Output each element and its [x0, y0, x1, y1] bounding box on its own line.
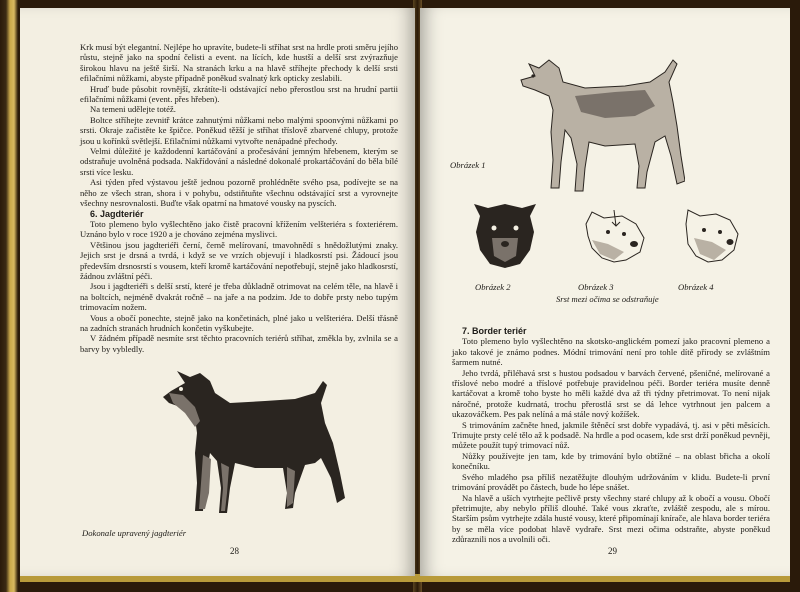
paragraph: Jeho tvrdá, přiléhavá srst s hustou podsadou v barvách červené, pšeničné, melírované a tříslové nebo modré a tříslové potřebuje pravidelnou péči. Border teriéra musíte denně kartáčovat a kromě toho byste ho měli každé dva až tři týdny přetrimovat. To není nijak náročné, protože kudrnatá, trochu přerostlá srst se dá lehce vytrhnout jen palcem a ukazováčkem. Pes pak nelíná a má stále nový kožíšek.: [452, 367, 770, 420]
figure-caption: Dokonale upravený jagdteriér: [82, 528, 187, 538]
figure-subcaption: Srst mezi očima se odstraňuje: [556, 294, 659, 304]
paragraph: Na temeni udělejte totéž.: [90, 104, 176, 115]
paragraph: Většinou jsou jagdteriéři černí, černě melírovaní, tmavohnědí s hnědožlutými znaky. Jejich srst je drsná a tvrdá, i když se ve vrzích objevují i hladkosrstí psi. Žádoucí jsou především drsnosrstí s vousem, kteří kromě kartáčování nepotřebují, stejně jako hladkosrstí, žádnou zvláštní péči.: [80, 239, 398, 281]
paragraph: Hruď bude působit rovnější, zkrátíte-li odstávající nebo přerostlou srst na hrudní partii efilačními nůžkami (event. přes hřeben).: [80, 83, 398, 105]
paragraph: S trimováním začněte hned, jakmile štěněcí srst dobře vypadává, tj. asi v pěti měsících. Trimujte prsty celé tělo až k podsadě. Na hrdle a pod ocasem, kde srst drží poněkud pevněji, můžete použít tupý trimovací nůž.: [452, 419, 770, 451]
paragraph: Svého mladého psa příliš nezatěžujte dlouhým udržováním v klidu. Budete-li první trimování provádět po částech, bude ho lépe snášet.: [452, 471, 770, 493]
figure-caption-4: Obrázek 4: [678, 282, 714, 292]
figure-caption-2: Obrázek 2: [475, 282, 511, 292]
border-terrier-illustration: [515, 46, 685, 196]
paragraph: Asi týden před výstavou ještě jednou pozorně prohlédněte svého psa, podívejte se na něho ze všech stran, shora i v pohybu, odstiňtuňte všechnu odstávající srst a vyrovnejte všechny nesrovnalosti. Buďte však opatrní na hmatové vousky na pyscích.: [80, 177, 398, 209]
paragraph: Velmi důležité je každodenní kartáčování a pročesávání jemným hřebenem, kterým se odstraňuje uvolněná podsada. Nakřídování a následné dokonalé prokartáčování do běla bílé srsti více lesku.: [80, 146, 398, 177]
right-text: [452, 326, 770, 545]
paragraph: Toto plemeno bylo vyšlechtěno na skotsko-anglickém pomezí jako pracovní plemeno a jako takové je známo podnes. Módní trimování není pro tohle dítě přírody se zvláštním šarmem nutné.: [452, 336, 770, 368]
paragraph: Na hlavě a uších vytrhejte pečlivě prsty všechny staré chlupy až k obočí a vousu. Obočí přetrimujte, aby nebylo příliš dlouhé. Také vous zkraťte, zvláště zespodu, ale s mírou. Starším psům vytrhejte zdála husté vousy, které připomínají knírače, ale hlava border teriéra by se měla více podobat hlavě vydraře. Srst mezi očima odstraňte, abyste poněkud zdůraznili nos a uvolnili oči.: [452, 492, 770, 545]
right-page: [420, 8, 790, 576]
page-number: 29: [608, 546, 617, 556]
left-page: [20, 8, 415, 576]
figure-caption-3: Obrázek 3: [578, 282, 614, 292]
figure-caption-1: Obrázek 1: [450, 160, 486, 170]
terrier-head-trim-illustration: [578, 204, 650, 268]
paragraph: Jsou i jagdteriéři s delší srstí, které je třeba důkladně otrimovat na celém těle, na hlavě i na boltcích, nejméně dvakrát ročně – na jaře a na podzim. Jde to dobře prsty nebo tupým trimovacím nožem.: [80, 281, 398, 313]
paragraph: Vous a obočí ponechte, stejně jako na končetinách, plné jako u velšteriéra. Delší třásně na zadních stranách hrudních končetin vyškubejte.: [80, 312, 398, 333]
paragraph: V žádném případě nesmíte srst těchto pracovních teriérů stříhat, změkla by, zvlnila se a barvy by vybledly.: [80, 333, 398, 354]
paragraph: Boltce stříhejte zevnitř krátce zahnutými nůžkami nebo malými spoonvými nůžkami po srsti. Okraje začistěte ke špičce. Poněkud těžší je stříhat tříslově zbarvené chlupy, protože jsou u kořínků světlejší. Efilačními nůžkami vytvořte nenápadné přechody.: [80, 114, 398, 146]
terrier-head-before-illustration: [470, 198, 540, 270]
left-text-top: [80, 42, 398, 354]
terrier-head-after-illustration: [676, 202, 742, 268]
page-number: 28: [230, 546, 239, 556]
section-heading: 7. Border teriér: [462, 326, 527, 336]
paragraph: Toto plemeno bylo vyšlechtěno jako čistě pracovní křížením velšteriéra s foxteriérem. Uznáno bylo v roce 1920 a je chováno zejména myslivci.: [80, 218, 398, 240]
paragraph: Krk musí být elegantní. Nejlépe ho upravíte, budete-li stříhat srst na hrdle proti směru jejího růstu, stejně jako na spodní čelisti a event. na lících, kde hustší a delší srst zvýrazňuje širokou hlavu na ještě širší. Na stranách krku a na hlavě stříhejte přechody k delší srsti efilačními nůžkami, abyste případně poněkud svalnatý krk opticky zeslabili.: [80, 42, 398, 84]
section-heading: 6. Jagdteriér: [90, 208, 144, 219]
paragraph: Nůžky používejte jen tam, kde by trimování bylo obtížné – na oblast břicha a okolí konečníku.: [452, 450, 770, 472]
jagdterrier-illustration: [155, 363, 355, 528]
